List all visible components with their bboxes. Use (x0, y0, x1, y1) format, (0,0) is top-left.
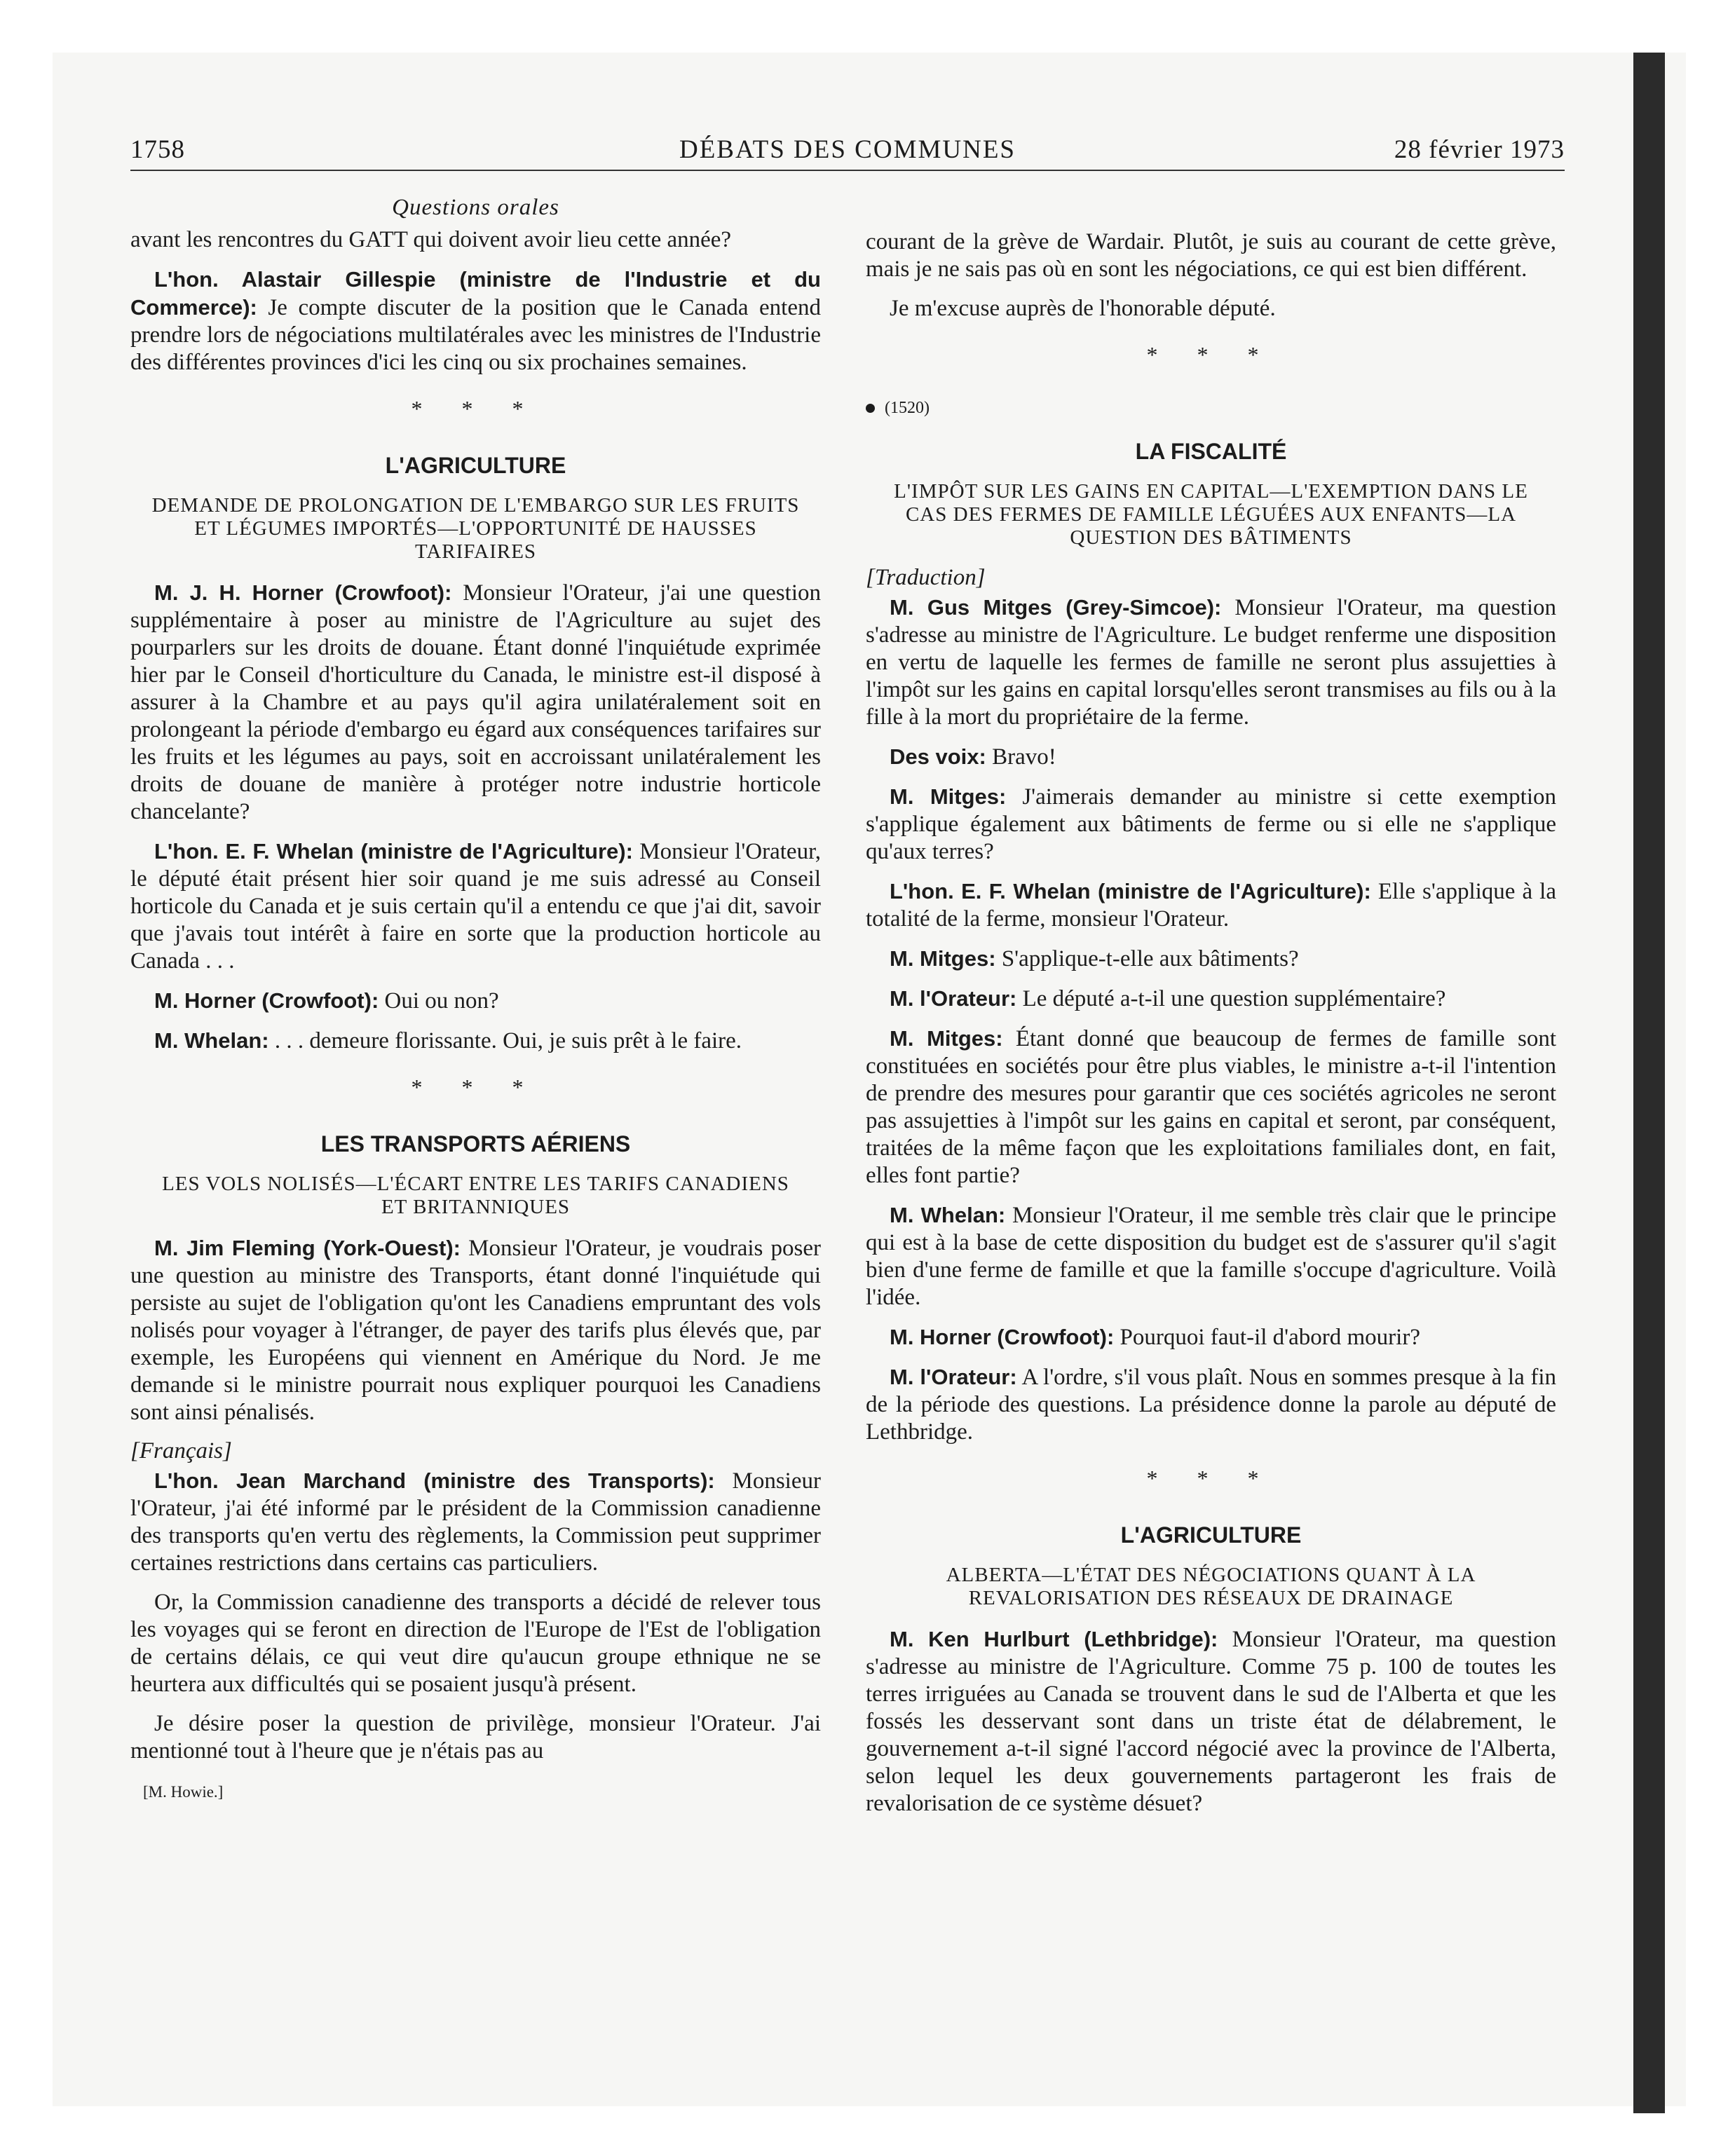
speech-text: A l'ordre, s'il vous plaît. Nous en sommes presque à la fin de la période des questions. La présidence donne la parole au député de Lethbridge. (866, 1365, 1556, 1445)
speech (130, 579, 821, 826)
rubric-heading: L'AGRICULTURE (1120, 1522, 1302, 1548)
speech-text: S'applique-t-elle aux bâtiments? (995, 946, 1299, 971)
paragraph: Je désire poser la question de privilège, monsieur l'Orateur. J'ai mentionné tout à l'heure que je n'étais pas au (130, 1711, 821, 1763)
bullet-icon (866, 404, 875, 413)
language-note: [Traduction] (866, 565, 986, 590)
section-separator: * * * (411, 1074, 540, 1100)
speech-text: Je compte discuter de la position que le Canada entend prendre lors de négociations multilatérales avec les ministres de l'Industrie des différentes provinces d'ici les cinq ou six prochaines semaines. (130, 295, 821, 375)
speech-text: Bravo! (986, 744, 1056, 770)
page-number: 1758 (130, 135, 185, 164)
left-column (130, 195, 821, 1801)
speech-text: Le député a-t-il une question supplémentaire? (1016, 986, 1446, 1011)
speech (866, 1323, 1556, 1351)
subrubric-heading: DEMANDE DE PROLONGATION DE L'EMBARGO SUR LES FRUITS ET LÉGUMES IMPORTÉS—L'OPPORTUNITÉ DE HAUSSES TARIFAIRES (151, 494, 800, 563)
speech (866, 783, 1556, 866)
speech-text: Oui ou non? (379, 988, 499, 1014)
speech-text: Monsieur l'Orateur, ma question s'adresse au ministre de l'Agriculture. Comme 75 p. 100 de toutes les terres irriguées au Canada se trouvent dans le sud de l'Alberta et que les fossés les desservant sont dans un triste état de délabrement, le gouvernement a-t-il signé l'accord négocié avec la province de l'Alberta, selon lequel les deux gouvernements partageront les frais de revalorisation de ce système désuet? (866, 1627, 1556, 1816)
right-column (866, 228, 1556, 1829)
speaker-name: M. Whelan: (154, 1028, 269, 1053)
publication-title: DÉBATS DES COMMUNES (679, 135, 1016, 164)
speaker-name: Des voix: (890, 744, 986, 769)
subrubric-heading: L'IMPÔT SUR LES GAINS EN CAPITAL—L'EXEMPTION DANS LE CAS DES FERMES DE FAMILLE LÉGUÉES AUX ENFANTS—LA QUESTION DES BÂTIMENTS (894, 480, 1528, 549)
speaker-name: M. Horner (Crowfoot): (154, 988, 379, 1013)
speech (130, 987, 821, 1015)
speech-text: . . . demeure florissante. Oui, je suis prêt à le faire. (268, 1028, 742, 1053)
speaker-name: L'hon. Alastair Gillespie (ministre de l'Industrie et du Commerce): (130, 267, 821, 320)
speech (866, 594, 1556, 731)
speech (866, 1201, 1556, 1311)
paragraph: courant de la grève de Wardair. Plutôt, je suis au courant de cette grève, mais je ne sais pas où en sont les négociations, ce qui est bien différent. (866, 229, 1556, 282)
speech-text: Étant donné que beaucoup de fermes de famille sont constituées en sociétés pour être plus viables, le ministre a-t-il l'intention de prendre des mesures pour garantir que ces sociétés agricoles ne seront pas assujetties à l'impôt sur les gains en capital et seront, par conséquent, traitées de la même façon que les exploitations familiales dont, en fait, elles font partie? (866, 1026, 1556, 1188)
speech-text: Monsieur l'Orateur, le député était présent hier soir quand je me suis adressé au Conseil horticole du Canada et je suis certain qu'il a entendu ce que j'ai dit, savoir que j'avais tout intérêt à faire en sorte que la production horticole au Canada . . . (130, 839, 821, 974)
paragraph: Je m'excuse auprès de l'honorable député. (890, 296, 1276, 321)
speech (130, 1467, 821, 1577)
speaker-name: M. l'Orateur: (890, 986, 1017, 1011)
speaker-name: L'hon. E. F. Whelan (ministre de l'Agriculture): (890, 879, 1371, 903)
speech (866, 743, 1556, 771)
speaker-name: M. Gus Mitges (Grey-Simcoe): (890, 595, 1222, 620)
rubric-heading: L'AGRICULTURE (385, 453, 566, 478)
page-date: 28 février 1973 (1394, 135, 1565, 164)
speaker-name: M. Mitges: (890, 784, 1007, 809)
speech (866, 878, 1556, 933)
language-note: [Français] (130, 1438, 232, 1464)
speaker-name: M. Horner (Crowfoot): (890, 1325, 1115, 1349)
speech (130, 1234, 821, 1426)
speech-text: J'aimerais demander au ministre si cette exemption s'applique également aux bâtiments de ferme ou si elle ne s'applique qu'aux terres? (866, 784, 1556, 864)
speaker-name: M. Ken Hurlburt (Lethbridge): (890, 1627, 1218, 1651)
speech-text: Monsieur l'Orateur, je voudrais poser une question au ministre des Transports, étant donné l'inquiétude qui persiste au sujet de l'obligation qu'ont les Canadiens empruntant des vols nolisés pour voyager à l'étranger, de payer des tarifs plus élevés que, par exemple, les Européens qui viennent en Amérique du Nord. Je me demande si le ministre pourrait nous expliquer pourquoi les Canadiens sont ainsi pénalisés. (130, 1236, 821, 1425)
speaker-name: M. Mitges: (890, 946, 996, 971)
speech-text: Elle s'applique à la totalité de la ferme, monsieur l'Orateur. (866, 879, 1556, 932)
section-separator: * * * (1146, 342, 1276, 367)
footnote: [M. Howie.] (143, 1783, 224, 1801)
section-label: Questions orales (392, 195, 559, 220)
speech (866, 1025, 1556, 1189)
speech (866, 945, 1556, 973)
speaker-name: M. Jim Fleming (York-Ouest): (154, 1236, 461, 1260)
subrubric-heading: LES VOLS NOLISÉS—L'ÉCART ENTRE LES TARIFS CANADIENS ET BRITANNIQUES (162, 1173, 789, 1218)
speaker-name: M. l'Orateur: (890, 1365, 1017, 1389)
speech (866, 1625, 1556, 1817)
paragraph: Or, la Commission canadienne des transports a décidé de relever tous les voyages qui se feront en direction de l'Europe de l'Est de l'obligation de certains délais, ce qui veut dire qu'aucun groupe ethnique ne se heurtera aux difficultés qui se posaient jusqu'à présent. (130, 1590, 821, 1697)
page-edge-shadow (1633, 53, 1665, 2113)
running-header (130, 135, 1565, 171)
speech (130, 266, 821, 376)
subrubric-heading: ALBERTA—L'ÉTAT DES NÉGOCIATIONS QUANT À LA REVALORISATION DES RÉSEAUX DE DRAINAGE (946, 1564, 1476, 1609)
speech (130, 838, 821, 975)
speech-text: Monsieur l'Orateur, il me semble très clair que le principe qui est à la base de cette disposition du budget est de s'assurer qu'il s'agit bien d'une ferme de famille et que la famille s'occupe d'agriculture. Voilà l'idée. (866, 1203, 1556, 1310)
section-separator: * * * (411, 396, 540, 421)
speech-text: Monsieur l'Orateur, j'ai une question supplémentaire à poser au ministre de l'Agriculture au sujet des pourparlers sur les droits de douane. Étant donné l'inquiétude exprimée hier par le Conseil d'horticulture du Canada, le ministre est-il disposé à assurer à la Chambre et au pays qu'il agira unilatéralement soit en prolongeant la période d'embargo eu égard aux conséquences tarifaires sur les fruits et les légumes au pays, soit en accroissant unilatéralement les droits de douane de manière à protéger notre industrie horticole chancelante? (130, 580, 821, 824)
speaker-name: M. Whelan: (890, 1203, 1006, 1227)
time-marker-text: (1520) (885, 399, 930, 417)
section-separator: * * * (1146, 1466, 1276, 1491)
paragraph: avant les rencontres du GATT qui doivent avoir lieu cette année? (130, 227, 732, 252)
speech-text: Monsieur l'Orateur, ma question s'adresse au ministre de l'Agriculture. Le budget renferme une disposition en vertu de laquelle les fermes de famille ne seront plus assujetties à l'impôt sur les gains en capital lorsqu'elles seront transmises au fils ou à la fille à la mort du propriétaire de la ferme. (866, 595, 1556, 730)
speech (866, 1363, 1556, 1446)
speech (130, 1027, 821, 1055)
rubric-heading: LA FISCALITÉ (1135, 439, 1287, 464)
rubric-heading: LES TRANSPORTS AÉRIENS (320, 1131, 631, 1157)
speaker-name: M. J. H. Horner (Crowfoot): (154, 580, 452, 605)
speech-text: Monsieur l'Orateur, j'ai été informé par le président de la Commission canadienne des transports qu'en vertu des règlements, la Commission peut supprimer certaines restrictions dans certains cas particuliers. (130, 1468, 821, 1576)
speaker-name: M. Mitges: (890, 1026, 1003, 1051)
speech-text: Pourquoi faut-il d'abord mourir? (1114, 1325, 1420, 1350)
speech (866, 985, 1556, 1013)
speaker-name: L'hon. E. F. Whelan (ministre de l'Agriculture): (154, 839, 633, 864)
speaker-name: L'hon. Jean Marchand (ministre des Transports): (154, 1468, 715, 1493)
time-marker (866, 399, 1556, 418)
